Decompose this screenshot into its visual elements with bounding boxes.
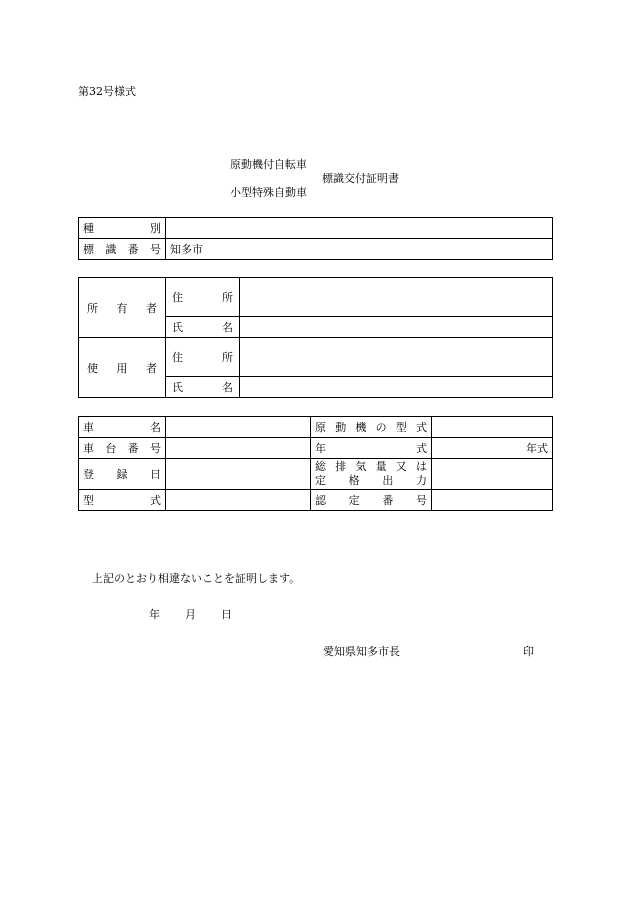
model-label: 型式 [79, 490, 166, 511]
displacement-label [311, 459, 432, 490]
issuer: 愛知県知多市長 [323, 645, 400, 658]
title-vehicle-moped: 原動機付自転車 [230, 158, 307, 171]
date-day: 日 [221, 608, 232, 621]
seal-mark: 印 [523, 645, 534, 658]
model-year-label: 年式 [311, 438, 432, 459]
type-label: 種別 [79, 218, 166, 239]
certification-number-label: 認定番号 [311, 490, 432, 511]
user-address-value[interactable] [240, 338, 553, 377]
form-number: 第32号様式 [78, 85, 136, 98]
car-name-value[interactable] [166, 417, 311, 438]
certification-number-value[interactable] [432, 490, 553, 511]
owner-user-table [78, 277, 553, 398]
type-value[interactable] [166, 218, 553, 239]
plate-number-label: 標識番号 [79, 239, 166, 260]
owner-address-label: 住所 [166, 278, 240, 317]
chassis-number-label: 車台番号 [79, 438, 166, 459]
owner-label: 所有者 [79, 278, 166, 338]
vehicle-table [78, 416, 553, 511]
owner-address-value[interactable] [240, 278, 553, 317]
user-name-label: 氏名 [166, 377, 240, 398]
date-year: 年 [149, 608, 160, 621]
plate-number-value[interactable]: 知多市 [166, 239, 553, 260]
title-vehicle-special: 小型特殊自動車 [230, 186, 307, 199]
owner-name-label: 氏名 [166, 317, 240, 338]
page-title: 標識交付証明書 [322, 172, 399, 185]
user-address-label: 住所 [166, 338, 240, 377]
model-value[interactable] [166, 490, 311, 511]
owner-name-value[interactable] [240, 317, 553, 338]
engine-type-label: 原動機の型式 [311, 417, 432, 438]
registration-date-value[interactable] [166, 459, 311, 490]
car-name-label: 車名 [79, 417, 166, 438]
chassis-number-value[interactable] [166, 438, 311, 459]
model-year-value[interactable]: 年式 [432, 438, 553, 459]
user-name-value[interactable] [240, 377, 553, 398]
date-month: 月 [185, 608, 196, 621]
certification-statement: 上記のとおり相違ないことを証明します。 [92, 572, 301, 585]
displacement-value[interactable] [432, 459, 553, 490]
displacement-label-line1: 総排気量又は [315, 460, 427, 473]
user-label: 使用者 [79, 338, 166, 398]
engine-type-value[interactable] [432, 417, 553, 438]
registration-date-label: 登録日 [79, 459, 166, 490]
displacement-label-line2: 定格出力 [315, 474, 427, 487]
plate-table [78, 217, 553, 260]
